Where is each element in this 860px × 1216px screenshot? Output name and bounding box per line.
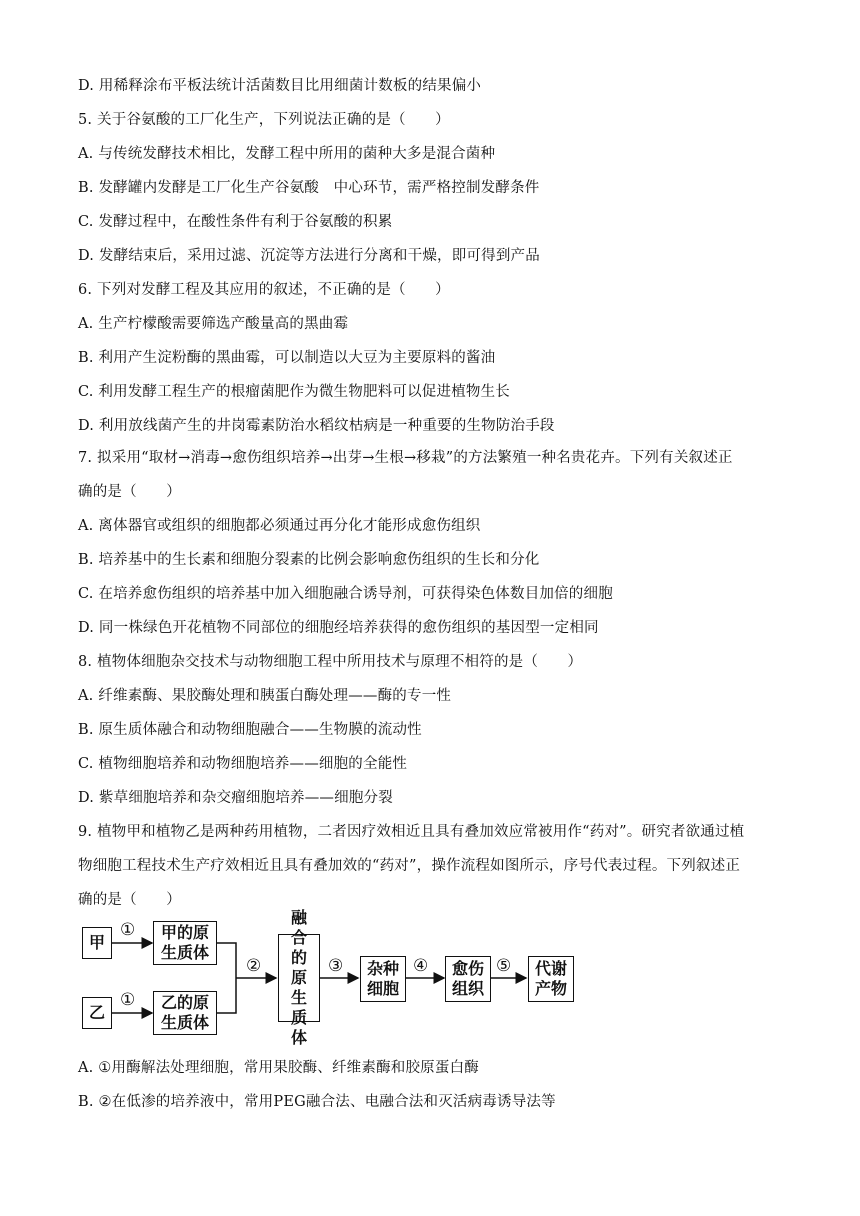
text-line: A. 与传统发酵技术相比，发酵工程中所用的菌种大多是混合菌种: [78, 146, 496, 162]
fused-protoplast-box: 融合的原生质体: [278, 934, 320, 1022]
step-3-label: ③: [328, 956, 344, 976]
text-line: 确的是（ ）: [78, 484, 181, 500]
text-line: A. ①用酶解法处理细胞，常用果胶酶、纤维素酶和胶原蛋白酶: [78, 1060, 479, 1076]
step-1b-label: ①: [120, 990, 136, 1010]
step-2-label: ②: [246, 956, 262, 976]
text-line: B. ②在低渗的培养液中，常用PEG融合法、电融合法和灭活病毒诱导法等: [78, 1094, 556, 1110]
merge-bracket: [217, 943, 236, 1013]
text-line: C. 在培养愈伤组织的培养基中加入细胞融合诱导剂，可获得染色体数目加倍的细胞: [78, 586, 613, 602]
callus-box: 愈伤组织: [445, 956, 491, 1002]
question-7-stem: 7. 拟采用“取材→消毒→愈伤组织培养→出芽→生根→移栽”的方法繁殖一种名贵花卉。下列有关叙述正: [78, 450, 733, 466]
text-line: A. 纤维素酶、果胶酶处理和胰蛋白酶处理——酶的专一性: [78, 688, 452, 704]
protoplast-b-box: 乙的原生质体: [153, 991, 217, 1035]
step-1a-label: ①: [120, 920, 136, 940]
text-line: C. 利用发酵工程生产的根瘤菌肥作为微生物肥料可以促进植物生长: [78, 384, 510, 400]
step-5-label: ⑤: [496, 956, 512, 976]
text-line: B. 发酵罐内发酵是工厂化生产谷氨酸 中心环节，需严格控制发酵条件: [78, 180, 540, 196]
text-line: B. 原生质体融合和动物细胞融合——生物膜的流动性: [78, 722, 422, 738]
hybrid-cell-box: 杂种细胞: [360, 956, 406, 1002]
text-line: 确的是（ ）: [78, 892, 181, 908]
text-line: B. 培养基中的生长素和细胞分裂素的比例会影响愈伤组织的生长和分化: [78, 552, 540, 568]
text-line: A. 生产柠檬酸需要筛选产酸量高的黑曲霉: [78, 316, 349, 332]
text-line: D. 利用放线菌产生的井岗霉素防治水稻纹枯病是一种重要的生物防治手段: [78, 418, 555, 434]
plant-a-box: 甲: [82, 927, 112, 959]
text-line: D. 发酵结束后，采用过滤、沉淀等方法进行分离和干燥，即可得到产品: [78, 248, 540, 264]
plant-b-box: 乙: [82, 997, 112, 1029]
text-line: C. 植物细胞培养和动物细胞培养——细胞的全能性: [78, 756, 408, 772]
protoplast-a-box: 甲的原生质体: [153, 921, 217, 965]
text-line: D. 用稀释涂布平板法统计活菌数目比用细菌计数板的结果偏小: [78, 78, 482, 94]
flow-diagram: [76, 908, 616, 1047]
text-line: B. 利用产生淀粉酶的黑曲霉，可以制造以大豆为主要原料的酱油: [78, 350, 496, 366]
text-line: D. 同一株绿色开花植物不同部位的细胞经培养获得的愈伤组织的基因型一定相同: [78, 620, 599, 636]
text-line: 物细胞工程技术生产疗效相近且具有叠加效的“药对”，操作流程如图所示，序号代表过程。下列叙述正: [78, 858, 741, 874]
text-line: C. 发酵过程中，在酸性条件有利于谷氨酸的积累: [78, 214, 393, 230]
question-8-stem: 8. 植物体细胞杂交技术与动物细胞工程中所用技术与原理不相符的是（ ）: [78, 654, 583, 670]
question-6-stem: 6. 下列对发酵工程及其应用的叙述，不正确的是（ ）: [78, 282, 450, 298]
step-4-label: ④: [413, 956, 429, 976]
question-5-stem: 5. 关于谷氨酸的工厂化生产，下列说法正确的是（ ）: [78, 112, 450, 128]
text-line: A. 离体器官或组织的细胞都必须通过再分化才能形成愈伤组织: [78, 518, 481, 534]
metabolite-box: 代谢产物: [528, 956, 574, 1002]
question-9-stem: 9. 植物甲和植物乙是两种药用植物，二者因疗效相近且具有叠加效应常被用作“药对”。研究者欲通过植: [78, 824, 745, 840]
text-line: D. 紫草细胞培养和杂交瘤细胞培养——细胞分裂: [78, 790, 393, 806]
